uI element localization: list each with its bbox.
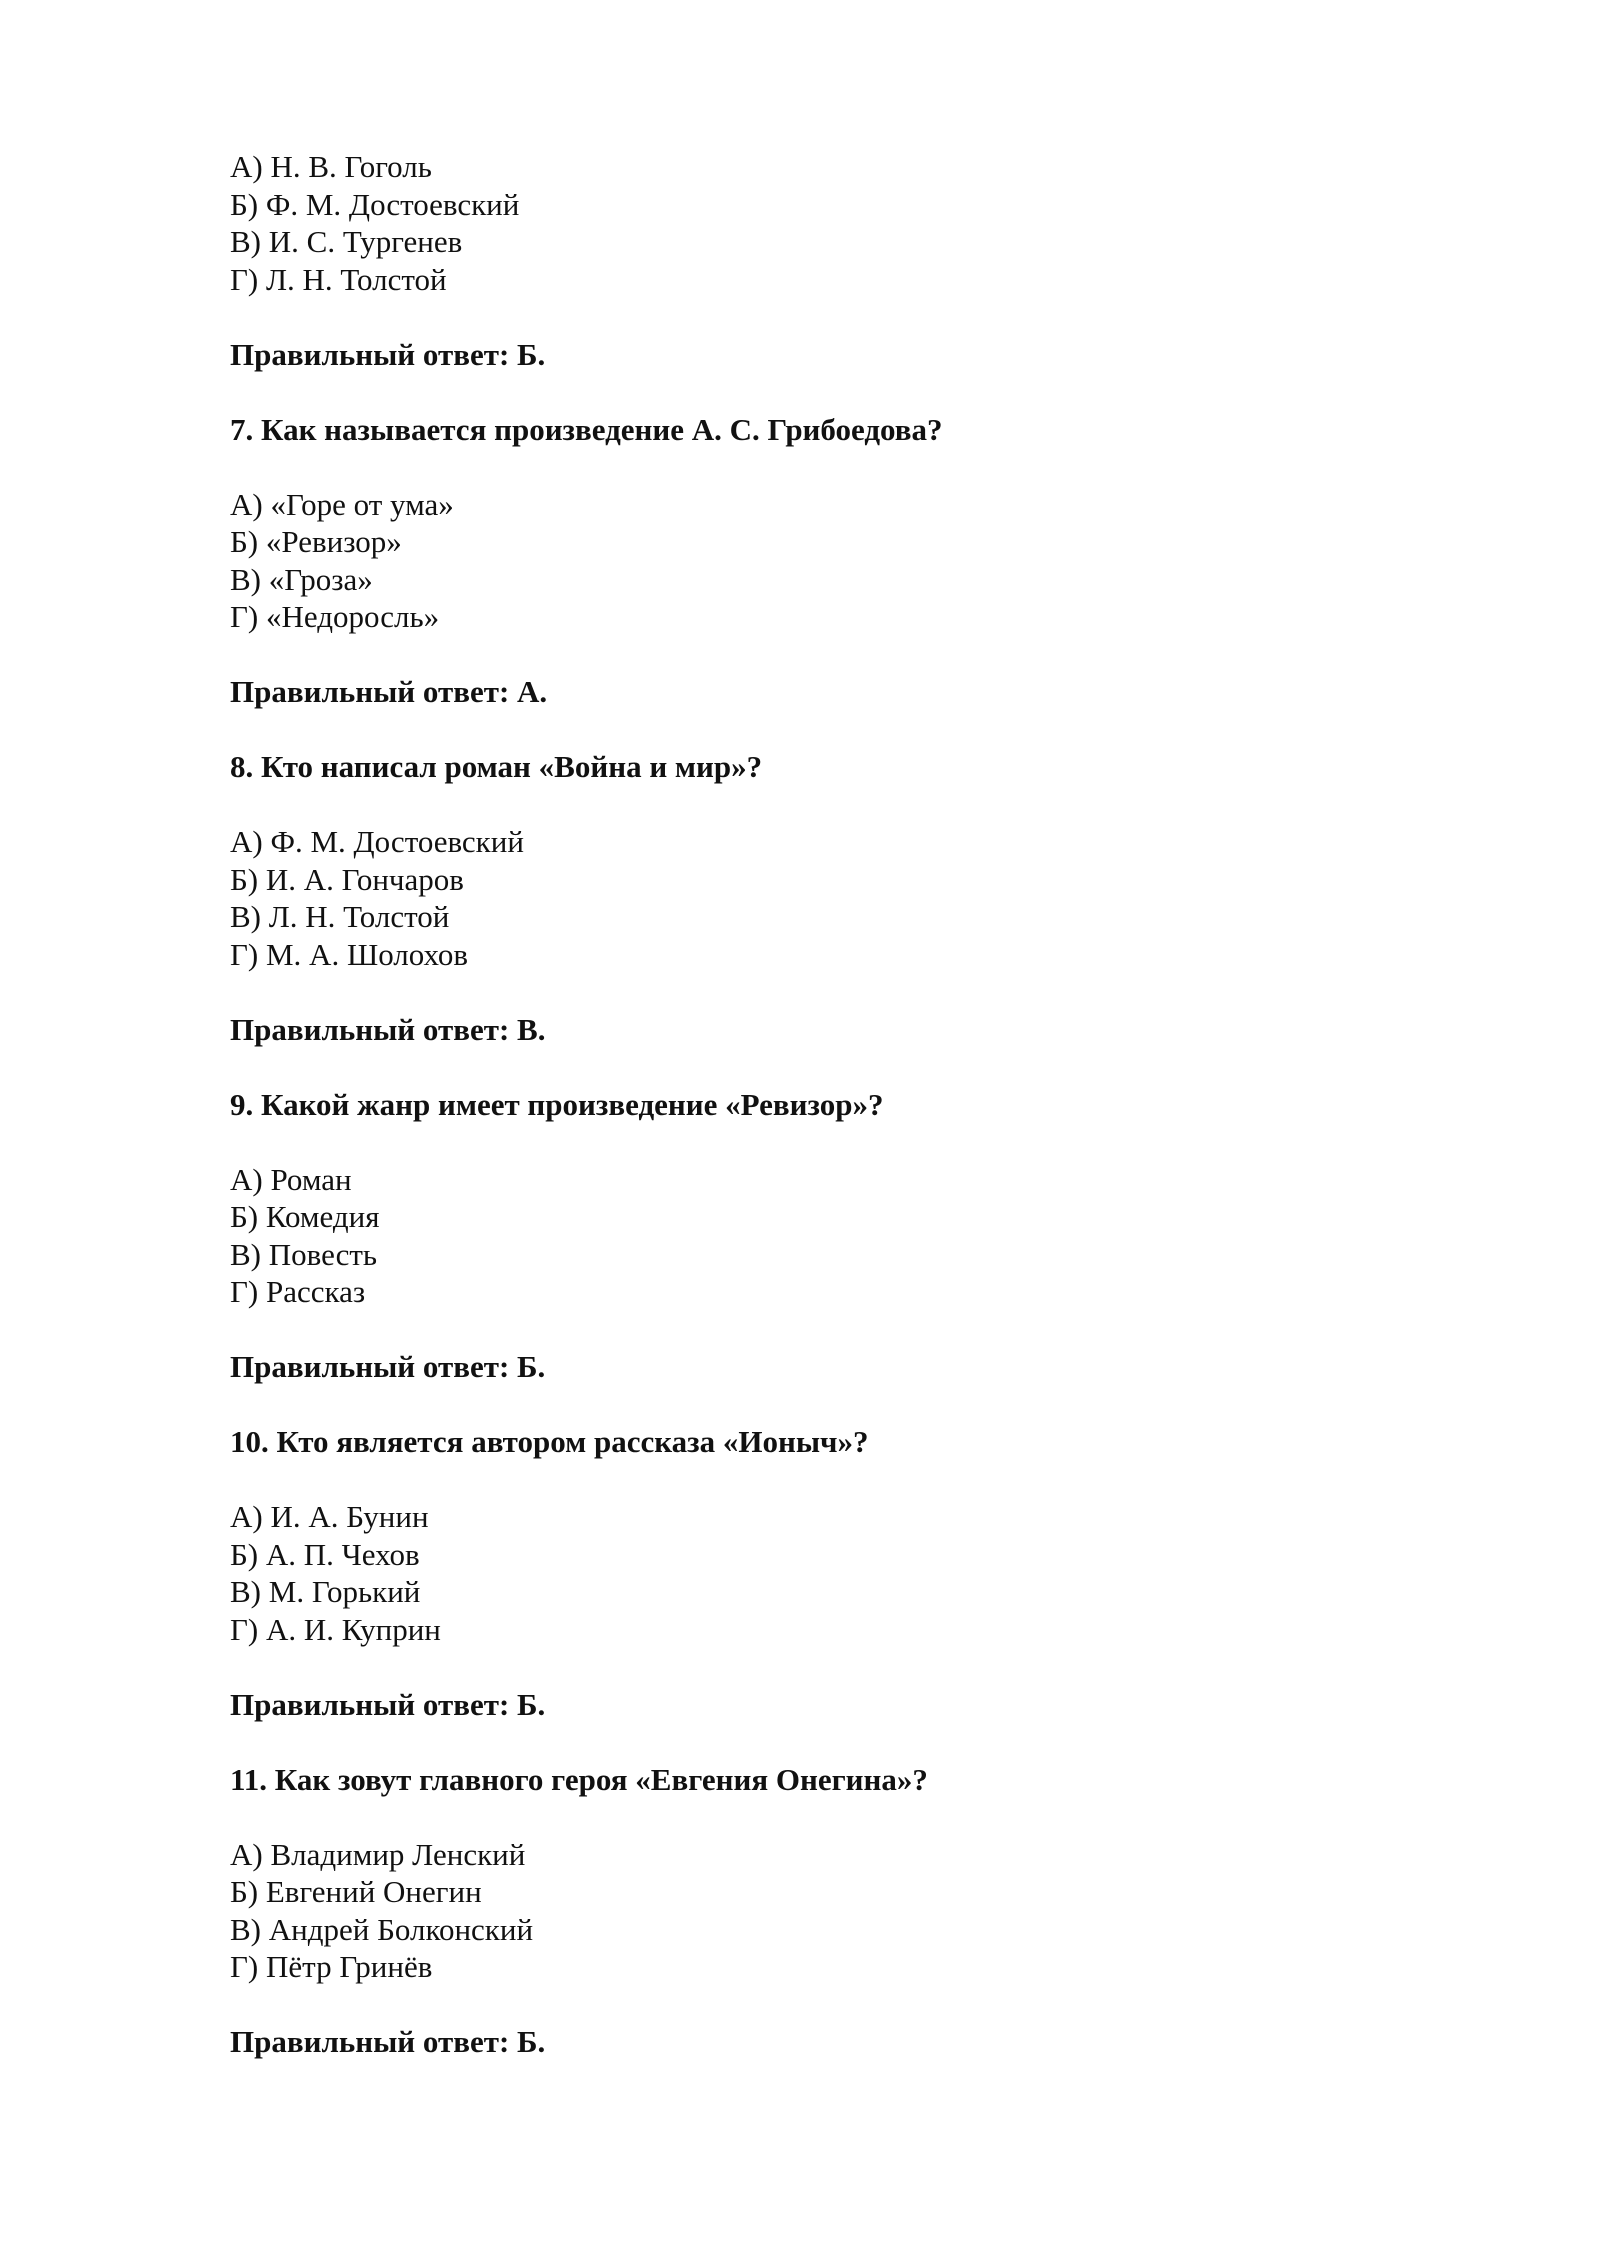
spacer: [230, 1986, 1410, 2024]
option-b: Б) Комедия: [230, 1199, 380, 1234]
question-block: [230, 748, 1410, 1086]
correct-answer: Правильный ответ: Б.: [230, 1686, 546, 1722]
correct-answer: Правильный ответ: Б.: [230, 1349, 546, 1384]
question-text: 9. Какой жанр имеет произведение «Ревизор»?: [230, 1086, 884, 1122]
question-block: [230, 1761, 1410, 2061]
spacer: [230, 973, 1410, 1011]
option-d: Г) Пётр Гринёв: [230, 1949, 433, 1984]
option-c: В) М. Горький: [230, 1574, 421, 1609]
question-text: 10. Кто является автором рассказа «Ионыч»?: [230, 1424, 869, 1459]
spacer: [230, 786, 1410, 824]
spacer: [230, 1386, 1410, 1424]
question-block: [230, 411, 1410, 749]
spacer: [230, 373, 1410, 411]
option-a: А) Роман: [230, 1161, 352, 1197]
option-a: А) «Горе от ума»: [230, 486, 454, 522]
correct-answer: Правильный ответ: В.: [230, 1011, 546, 1047]
option-c: В) Повесть: [230, 1236, 378, 1272]
option-d: Г) «Недоросль»: [230, 599, 440, 634]
correct-answer: Правильный ответ: А.: [230, 674, 548, 709]
option-c: В) И. С. Тургенев: [230, 224, 463, 259]
option-d: Г) Рассказ: [230, 1274, 366, 1309]
option-b: Б) Ф. М. Достоевский: [230, 186, 520, 222]
spacer: [230, 711, 1410, 749]
option-d: Г) Л. Н. Толстой: [230, 261, 447, 297]
question-text: 8. Кто написал роман «Война и мир»?: [230, 749, 763, 784]
correct-answer: Правильный ответ: Б.: [230, 2024, 546, 2059]
option-a: А) Ф. М. Достоевский: [230, 824, 524, 859]
spacer: [230, 1311, 1410, 1349]
question-text: 7. Как называется произведение А. С. Грибоедова?: [230, 411, 943, 447]
question-6-options: [230, 148, 1410, 298]
option-b: Б) Евгений Онегин: [230, 1874, 482, 1909]
option-c: В) «Гроза»: [230, 561, 373, 597]
option-a: А) И. А. Бунин: [230, 1499, 429, 1534]
option-b: Б) И. А. Гончаров: [230, 861, 464, 897]
spacer: [230, 1123, 1410, 1161]
spacer: [230, 1723, 1410, 1761]
question-block: [230, 1086, 1410, 1424]
spacer: [230, 1798, 1410, 1836]
option-d: Г) М. А. Шолохов: [230, 936, 468, 972]
option-b: Б) «Ревизор»: [230, 524, 402, 559]
option-a: А) Н. В. Гоголь: [230, 149, 432, 184]
option-b: Б) А. П. Чехов: [230, 1536, 420, 1572]
option-c: В) Андрей Болконский: [230, 1911, 534, 1947]
spacer: [230, 636, 1410, 674]
spacer: [230, 1648, 1410, 1686]
document-content: [230, 148, 1410, 2061]
option-a: А) Владимир Ленский: [230, 1836, 526, 1872]
spacer: [230, 1461, 1410, 1499]
spacer: [230, 1048, 1410, 1086]
option-c: В) Л. Н. Толстой: [230, 899, 450, 934]
question-block: [230, 1423, 1410, 1761]
question-text: 11. Как зовут главного героя «Евгения Онегина»?: [230, 1761, 928, 1797]
spacer: [230, 298, 1410, 336]
correct-answer: Правильный ответ: Б.: [230, 336, 546, 372]
option-d: Г) А. И. Куприн: [230, 1611, 441, 1647]
spacer: [230, 448, 1410, 486]
